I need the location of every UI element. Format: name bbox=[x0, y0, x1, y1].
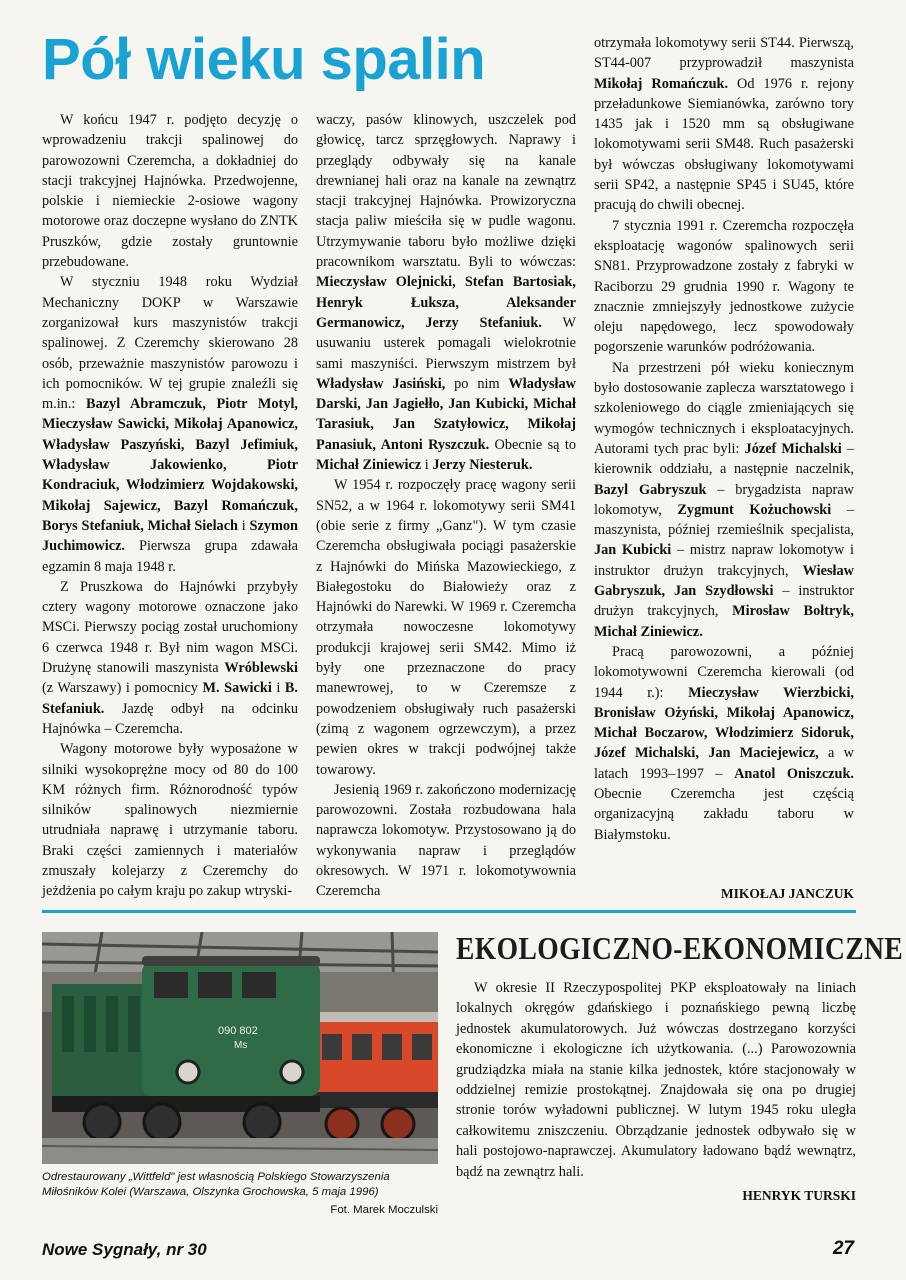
section-divider bbox=[42, 910, 856, 913]
body-text: (z Warszawy) i pomocnicy bbox=[42, 680, 203, 697]
body-text: – kierownik oddziału, a następnie naczelnik, bbox=[594, 440, 854, 478]
person-name-text: Mirosław Bołtryk, Michał Ziniewicz. bbox=[594, 603, 854, 640]
article-paragraph bbox=[316, 110, 576, 475]
article-paragraph bbox=[594, 642, 854, 845]
person-name-text: Mikołaj Romańczuk. bbox=[594, 75, 729, 92]
body-text: – mistrz napraw lokomotyw i instruktor drużyn trakcyjnych, bbox=[594, 542, 854, 579]
person-name-text: Józef Michalski bbox=[744, 440, 842, 457]
article-paragraph bbox=[42, 739, 298, 901]
body-text: – instruktor drużyn trakcyjnych, bbox=[594, 583, 854, 620]
person-name-text: Zygmunt Kożuchowski bbox=[677, 501, 832, 518]
article-column-2 bbox=[316, 110, 576, 902]
sidebar-article-title: EKOLOGICZNO-EKONOMICZNE bbox=[456, 930, 904, 966]
body-text: W styczniu 1948 roku Wydział Mechaniczny DOKP w Warszawie zorganizował kurs maszynistów trakcji spalinowej. Z Czeremchy skierowano 28 osób, przeważnie maszynistów parowozu i ich pomocników. W tej grupie znaleźli się m.in.: bbox=[42, 274, 298, 413]
body-text: i bbox=[238, 517, 250, 534]
body-text: Obecnie Czeremcha jest częścią organizacyjną zakładu taboru w Białymstoku. bbox=[594, 785, 854, 843]
body-text: Z Pruszkowa do Hajnówki przybyły cztery wagony motorowe oznaczone jako MSCi. Pierwszy pociąg został uruchomiony 6 czerwca 1948 r. Był nim wagon MSCi. Drużynę stanowili maszynista bbox=[42, 578, 298, 677]
article-column-3 bbox=[594, 33, 854, 845]
article-column-1 bbox=[42, 110, 298, 902]
photo-caption: Odrestaurowany „Wittfeld" jest własnością Polskiego Stowarzyszenia Miłośników Kolei (Warszawa, Olszynka Grochowska, 5 maja 1996) bbox=[42, 1171, 390, 1198]
article-paragraph bbox=[42, 577, 298, 739]
article-paragraph bbox=[594, 216, 854, 358]
person-name-text: Szymon Juchimowicz. bbox=[42, 517, 299, 555]
photo-credit: Fot. Marek Moczulski bbox=[330, 1204, 438, 1216]
article-paragraph bbox=[316, 475, 576, 779]
locomotive-class: Ms bbox=[234, 1040, 248, 1051]
person-name-text: Mieczysław Olejnicki, Stefan Bartosiak, Henryk Łuksza, Aleksander Germanowicz, Jerzy Stefaniuk. bbox=[316, 274, 576, 331]
body-text: – brygadzista napraw lokomotyw, bbox=[594, 481, 854, 518]
body-text: Pierwsza grupa zdawała egzamin 8 maja 1948 r. bbox=[42, 538, 298, 575]
person-name-text: Jan Kubicki bbox=[594, 542, 672, 559]
body-text: Jazdę odbył na odcinku Hajnówka – Czeremcha. bbox=[42, 700, 298, 737]
article-headline: Pół wieku spalin bbox=[42, 27, 486, 92]
article-paragraph bbox=[316, 780, 576, 902]
body-text: 7 stycznia 1991 r. Czeremcha rozpoczęła eksploatację wagonów spalinowych serii SN81. Przyprowadzone zostały z fabryki w Raciborzu 29 grudnia 1990 r. Wagony te znacznie zmniejszyły jednostkowe zużycie oleju napędowego, lecz spowodowały pogorszenie warunków podróżowania. bbox=[594, 217, 854, 356]
person-name-text: Mieczysław Wierzbicki, Bronisław Ożyński, Mikołaj Apanowicz, Michał Boczarow, Włodzimierz Sidoruk, Józef Michalski, Jan Maciejewicz, bbox=[594, 684, 854, 762]
locomotive-photo bbox=[42, 932, 438, 1164]
person-name-text: Władysław Jasiński, bbox=[316, 375, 446, 392]
person-name-text: Wróblewski bbox=[224, 660, 298, 677]
body-text: Na przestrzeni pół wieku koniecznym było dostosowanie zaplecza warsztatowego i szkoleniowego do ciągle zmieniających się wymogów technicznych i eksploatacyjnych. Autorami tych prac byli: bbox=[594, 359, 854, 457]
person-name-text: B. Stefaniuk. bbox=[42, 680, 298, 717]
body-text: W końcu 1947 r. podjęto decyzję o wprowadzeniu trakcji spalinowej do parowozowni Czeremcha, a dokładniej do stacji trakcyjnej Hajnówka. Przedwojenne, polskie i niemieckie 2-osiowe wagony motorowe oraz doczepne wysłano do ZNTK Pruszków, gdzie zostały gruntownie przebudowane. bbox=[42, 112, 298, 271]
person-name-text: Władysław Darski, Jan Jagiełło, Jan Kubicki, Michał Tarasiuk, Jan Szatyłowicz, Mikołaj Panasiuk, Antoni Ryszczuk. bbox=[316, 375, 576, 453]
article-paragraph bbox=[42, 272, 298, 576]
sidebar-article-signature: HENRYK TURSKI bbox=[742, 1188, 856, 1204]
person-name-text: Wiesław Gabryszuk, Jan Szydłowski bbox=[594, 562, 854, 600]
body-text: Wagony motorowe były wyposażone w silniki wysokoprężne mocy od 80 do 100 KM różnych firm. Różnorodność typów silników spalinowych niezmiernie utrudniała naprawę i utrzymanie taboru. Braki części zamiennych i materiałów zmuszały kolejarzy z Czeremchy do jeżdżenia po całym kraju po zakup wtryski- bbox=[42, 741, 298, 900]
person-name-text: Michał Ziniewicz bbox=[316, 457, 422, 474]
person-name-text: Bazyl Abramczuk, Piotr Motyl, Mieczysław Sawicki, Mikołaj Apanowicz, Władysław Paszyński, Bazyl Jefimiuk, Władysław Jakowienko, Piotr Kondraciuk, Włodzimierz Wojdakowski, Mikołaj Sajewicz, Bazyl Romańczuk, Borys Stefaniuk, Michał Sielach bbox=[42, 396, 299, 534]
sidebar-article-paragraph: W okresie II Rzeczypospolitej PKP eksploatowały na liniach lokalnych okręgów gdańskiego i poznańskiego pewną liczbę jednostek akumulatorowych. Już wówczas dostrzegano korzyści ekonomiczne i ekologiczne ich użytkowania. (...) Parowozownia grudziądzka miała na stanie kilka jednostek, które stacjonowały w oddzielnej remizie prostokątnej. Znajdowała się ona po drugiej stronie torów wyładowni publicznej. W lutym 1945 roku uległa całkowitemu zniszczeniu. Obrządzanie jednostek odbywało się w hali postojowo-naprawczej. Akumulatory ładowano bądź wewnątrz, bądź na zewnątrz hali. bbox=[456, 980, 856, 1180]
body-text: po nim bbox=[445, 375, 509, 392]
body-text: Pracą parowozowni, a później lokomotywowni Czeremcha kierowali (od 1944 r.): bbox=[594, 643, 854, 701]
person-name-text: Jerzy Niesteruk. bbox=[432, 457, 533, 474]
sidebar-article-body bbox=[456, 978, 856, 1206]
article-paragraph bbox=[594, 33, 854, 216]
person-name-text: M. Sawicki bbox=[202, 680, 272, 697]
person-name-text: Anatol Oniszczuk. bbox=[734, 765, 854, 782]
body-text: Obecnie są to bbox=[489, 436, 576, 453]
locomotive-number: 090 802 bbox=[218, 1025, 258, 1037]
article-paragraph bbox=[594, 358, 854, 642]
magazine-issue: Nowe Sygnały, nr 30 bbox=[42, 1240, 207, 1259]
locomotive-illustration bbox=[42, 932, 438, 1164]
body-text: Od 1976 r. rejony przeładunkowe Siemianówka, zarówno tory 1435 jak i 1520 mm są obsługiwane lokomotywami serii SM48. Ruch pasażerski był wówczas obsługiwany lokomotywami serii SP42, a następnie SP45 i SU45, które pracują do chwili obecnej. bbox=[594, 75, 854, 214]
article-signature: MIKOŁAJ JANCZUK bbox=[720, 886, 854, 901]
body-text: waczy, pasów klinowych, uszczelek pod głowicę, tarcz sprzęgłowych. Naprawy i przeglądy odbywały się na kanale drewnianej hali oraz na kanale na zewnątrz stacji trakcyjnej Hajnówka. Prowizoryczna stacja paliw mieściła się w pudle wagonu. Utrzymywanie taboru było możliwe dzięki pracownikom warsztatu. Byli to wówczas: bbox=[316, 112, 576, 271]
article-paragraph bbox=[42, 110, 298, 272]
body-text: Jesienią 1969 r. zakończono modernizację parowozowni. Została rozbudowana hala naprawcza lokomotyw. Przystosowano ją do wykonywania napraw i przeglądów okresowych. W 1971 r. lokomotywownia Czeremcha bbox=[316, 781, 576, 900]
body-text: otrzymała lokomotywy serii ST44. Pierwszą, ST44-007 przyprowadził maszynista bbox=[594, 35, 854, 72]
body-text: i bbox=[421, 457, 433, 474]
person-name-text: Bazyl Gabryszuk bbox=[594, 481, 707, 498]
body-text: W usuwaniu usterek pomagali wielokrotnie sami maszyniści. Pierwszym mistrzem był bbox=[316, 314, 576, 372]
body-text: W 1954 r. rozpoczęły pracę wagony serii SN52, a w 1964 r. lokomotywy serii SM41 (obie serie z firmy „Ganz"). W tym czasie Czeremcha obsługiwała pociągi pasażerskie z Hajnówki do Mińska Mazowieckiego, z Białegostoku do Białowieży oraz z Hajnówki do Narewki. W 1969 r. Czeremcha otrzymała nowoczesne lokomotywy produkcji krajowej serii SM42. Mimo iż były one przeznaczone do pracy manewrowej, to w Czeremsze z powodzeniem obsługiwały ruch pasażerski (zimą z wagonem ogrzewczym), a przez pewien okres w trakcji podwójnej także towarowy. bbox=[316, 477, 576, 778]
article-signature-wrap bbox=[594, 880, 854, 904]
body-text: a w latach 1993–1997 – bbox=[594, 745, 854, 782]
body-text: i bbox=[271, 680, 285, 697]
page-number: 27 bbox=[832, 1238, 854, 1259]
body-text: – maszynista, później rzemieślnik specjalista, bbox=[594, 501, 854, 539]
